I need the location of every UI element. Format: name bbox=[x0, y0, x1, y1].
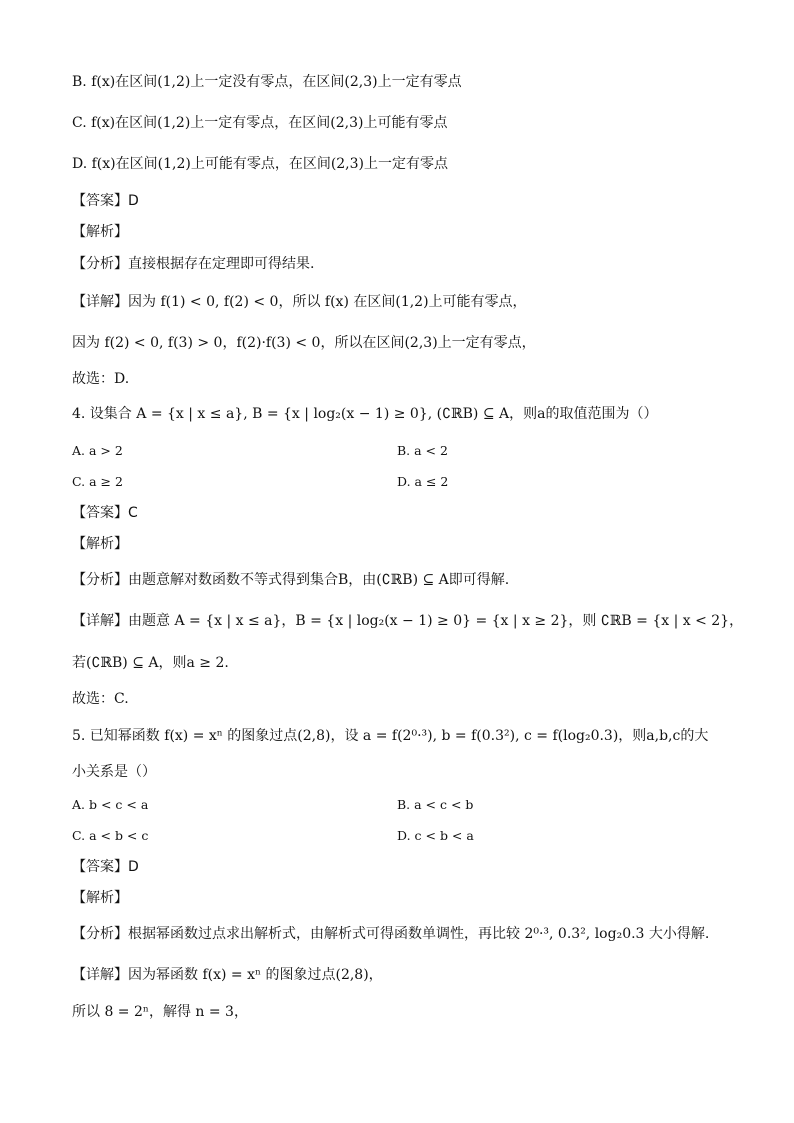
q4-detail-line2: 若(∁ℝB) ⊆ A，则a ≥ 2. bbox=[72, 655, 229, 671]
q4-option-c: C. a ≥ 2 bbox=[72, 474, 123, 489]
q5-option-b: B. a < c < b bbox=[397, 797, 474, 812]
q3-answer: 【答案】D bbox=[72, 193, 139, 209]
q5-jiexi-label: 【解析】 bbox=[72, 890, 128, 906]
q5-option-c: C. a < b < c bbox=[72, 828, 149, 843]
q4-detail-line1: 【详解】由题意 A = {x | x ≤ a}，B = {x | log₂(x − 1) ≥ 0} = {x | x ≥ 2}，则 ∁ℝB = {x | x < 2}， bbox=[72, 613, 744, 629]
q3-detail-line2: 因为 f(2) < 0, f(3) > 0，f(2)·f(3) < 0，所以在区间(2,3)上一定有零点， bbox=[72, 335, 536, 351]
q3-option-d: D. f(x)在区间(1,2)上可能有零点，在区间(2,3)上一定有零点 bbox=[72, 156, 449, 172]
q3-conclusion: 故选：D. bbox=[72, 371, 130, 387]
q4-stem: 4. 设集合 A = {x | x ≤ a}, B = {x | log₂(x − 1) ≥ 0}, (∁ℝB) ⊆ A，则a的取值范围为（） bbox=[72, 406, 658, 422]
q5-detail-line2: 所以 8 = 2ⁿ，解得 n = 3， bbox=[72, 1004, 248, 1020]
q4-analysis: 【分析】由题意解对数函数不等式得到集合B，由(∁ℝB) ⊆ A即可得解. bbox=[72, 572, 510, 588]
q4-option-b: B. a < 2 bbox=[397, 443, 448, 458]
q3-analysis: 【分析】直接根据存在定理即可得结果. bbox=[72, 256, 315, 272]
q5-stem-line2: 小关系是（） bbox=[72, 764, 156, 780]
q4-option-d: D. a ≤ 2 bbox=[397, 474, 449, 489]
q5-answer: 【答案】D bbox=[72, 859, 139, 875]
q3-option-b: B. f(x)在区间(1,2)上一定没有零点，在区间(2,3)上一定有零点 bbox=[72, 74, 462, 90]
q4-answer: 【答案】C bbox=[72, 505, 138, 521]
q5-analysis: 【分析】根据幂函数过点求出解析式，由解析式可得函数单调性，再比较 2⁰·³, 0.3², log₂0.3 大小得解. bbox=[72, 926, 710, 942]
q3-jiexi-label: 【解析】 bbox=[72, 224, 128, 240]
q3-option-c: C. f(x)在区间(1,2)上一定有零点，在区间(2,3)上可能有零点 bbox=[72, 115, 448, 131]
q3-detail-line1: 【详解】因为 f(1) < 0, f(2) < 0，所以 f(x) 在区间(1,2)上可能有零点， bbox=[72, 294, 527, 310]
q5-option-d: D. c < b < a bbox=[397, 828, 474, 843]
q4-jiexi-label: 【解析】 bbox=[72, 536, 128, 552]
q5-option-a: A. b < c < a bbox=[72, 797, 149, 812]
q4-conclusion: 故选：C. bbox=[72, 691, 129, 707]
q4-option-a: A. a > 2 bbox=[72, 443, 123, 458]
q5-stem-line1: 5. 已知幂函数 f(x) = xⁿ 的图象过点(2,8)，设 a = f(2⁰·³), b = f(0.3²), c = f(log₂0.3)，则a,b,c的大 bbox=[72, 728, 709, 744]
q5-detail-line1: 【详解】因为幂函数 f(x) = xⁿ 的图象过点(2,8)， bbox=[72, 967, 383, 983]
